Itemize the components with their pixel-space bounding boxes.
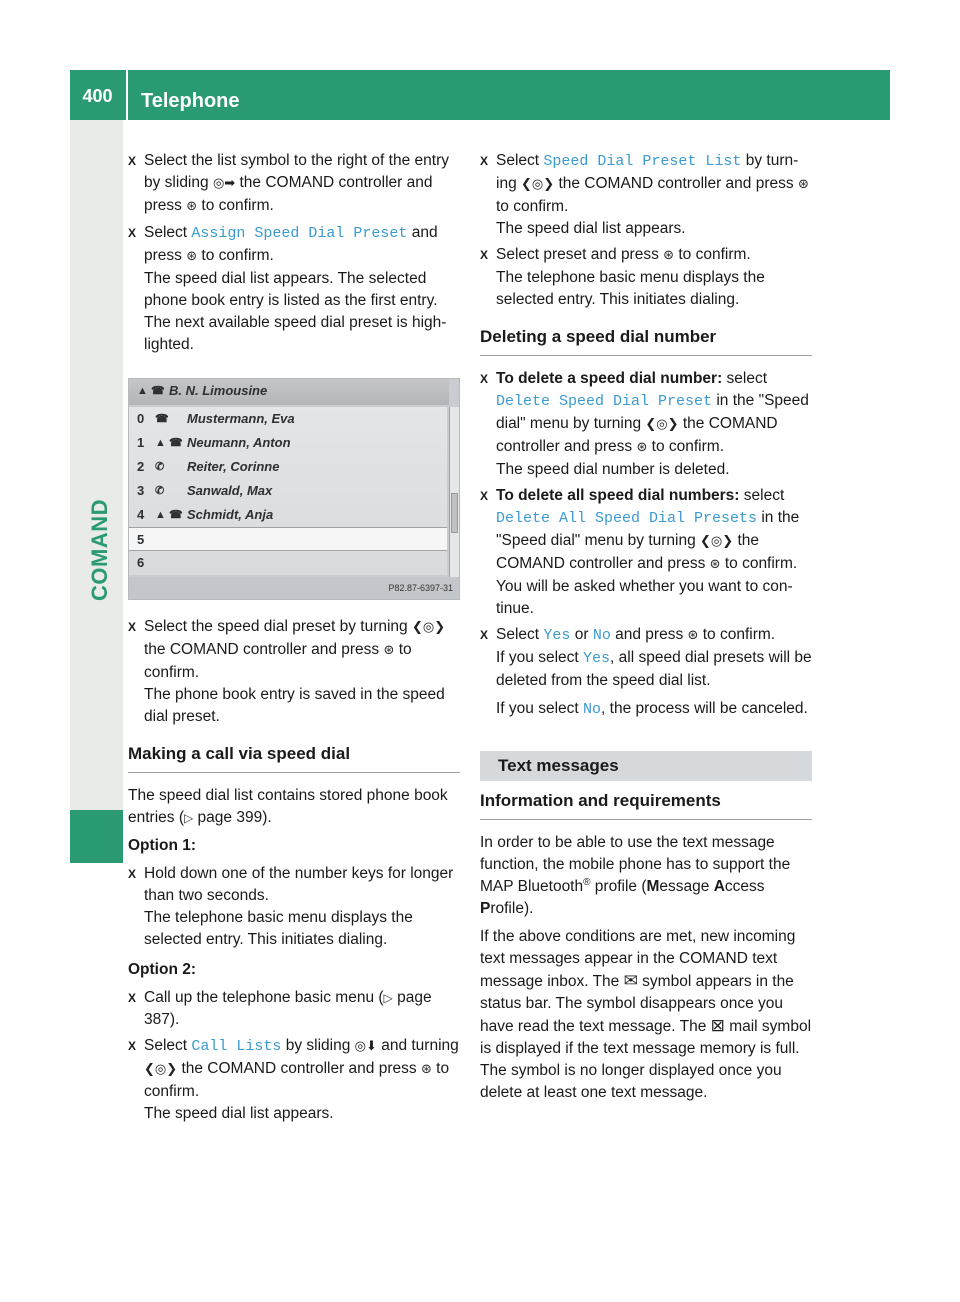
phone-icon: ☎ — [155, 413, 169, 425]
phone-book-icon: ▲ ☎ — [137, 385, 165, 397]
step-arrow-icon: X — [480, 154, 489, 168]
controller-press-icon: ⊛ — [420, 1062, 432, 1077]
list-item: 0 ☎ Mustermann, Eva — [129, 407, 447, 431]
page-ref-icon: ▷ — [383, 991, 393, 1005]
speed-dial-screen-figure — [128, 378, 460, 600]
step-arrow-icon: X — [128, 620, 137, 634]
controller-turn-icon: ❮◎❯ — [144, 1062, 178, 1077]
step-arrow-icon: X — [128, 154, 137, 168]
step-arrow-icon: X — [128, 226, 137, 240]
heading-text-messages: Text messages — [480, 751, 812, 781]
page-title: Telephone — [141, 90, 240, 112]
controller-turn-icon: ❮◎❯ — [521, 177, 555, 192]
paragraph-requirements: In order to be able to use the text message function, the mobile phone has to support the MAP Bluetooth® profile (Message Access Profile). — [480, 834, 791, 917]
controller-turn-icon: ❮◎❯ — [645, 417, 679, 432]
envelope-icon: ✉ — [623, 971, 638, 991]
step-select-list-symbol: X Select the list symbol to the right of the entry by sliding ◎➡ the COMAND controller and press ⊛ to confirm. — [128, 152, 449, 214]
right-column — [480, 150, 812, 1110]
step-delete-all: X To delete all speed dial numbers: select Delete All Speed Dial Presets in the "Speed dial" menu by turning ❮◎❯ the COMAND controller and press ⊛ to confirm. You will be asked whether you want to continue. — [480, 487, 800, 617]
step-arrow-icon: X — [480, 489, 489, 503]
paragraph-incoming-messages: If the above conditions are met, new incoming text messages appear in the COMAND text message inbox. The ✉ symbol appears in the status bar. The symbol disappears once you have read the text message. The ⊠ mail symbol is displayed if the text message memory is full. The symbol is no longer displayed once you delete at least one text message. — [480, 928, 812, 1101]
side-tab-label: COMAND — [87, 499, 112, 601]
side-tab — [70, 120, 123, 810]
heading-information-requirements: Information and requirements — [480, 789, 812, 820]
menu-item-no: No — [592, 627, 611, 644]
step-arrow-icon: X — [128, 1039, 137, 1053]
step-select-speed-dial-list: X Select Speed Dial Preset List by turning ❮◎❯ the COMAND controller and press ⊛ to confirm. The speed dial list appears. — [480, 152, 809, 237]
step-confirm-yes-no: X Select Yes or No and press ⊛ to confirm. If you select Yes, all speed dial presets will be deleted from the speed dial list. If you select No, the process will be canceled. — [480, 626, 812, 718]
page-number: 400 — [82, 86, 113, 106]
step-arrow-icon: X — [480, 372, 489, 386]
menu-item-call-lists: Call Lists — [191, 1038, 282, 1055]
controller-press-icon: ⊛ — [383, 643, 395, 658]
list-item: 2 ✆ Reiter, Corinne — [129, 455, 447, 479]
controller-press-icon: ⊛ — [663, 248, 675, 263]
step-select-preset-dial: X Select preset and press ⊛ to confirm. The telephone basic menu displays the selected entry. This initiates dialing. — [480, 246, 765, 308]
list-item-highlighted: 5 — [129, 527, 447, 551]
phone-icon: ▲ ☎ — [155, 437, 183, 449]
paragraph-intro: The speed dial list contains stored phone book entries (▷ page 399). — [128, 787, 448, 826]
mobile-icon: ✆ — [155, 461, 165, 473]
scroll-thumb — [451, 493, 458, 533]
left-column — [128, 150, 460, 1129]
menu-item-no: No — [583, 701, 602, 718]
page-ref-icon: ▷ — [184, 811, 194, 825]
controller-slide-down-icon: ◎⬇ — [354, 1039, 377, 1054]
menu-item-yes: Yes — [583, 650, 611, 667]
step-call-up-menu: X Call up the telephone basic menu (▷ page 387). — [128, 989, 432, 1028]
list-item: 6 — [137, 555, 145, 570]
option-1-label: Option 1: — [128, 837, 197, 854]
menu-item-delete-speed-dial-preset: Delete Speed Dial Preset — [496, 393, 713, 410]
menu-item-assign-speed-dial-preset: Assign Speed Dial Preset — [191, 225, 408, 242]
step-arrow-icon: X — [480, 628, 489, 642]
list-item: 4 ▲ ☎ Schmidt, Anja — [129, 503, 447, 527]
step-arrow-icon: X — [128, 991, 137, 1005]
menu-item-speed-dial-preset-list: Speed Dial Preset List — [543, 153, 742, 170]
controller-press-icon: ⊛ — [797, 177, 809, 192]
step-arrow-icon: X — [480, 248, 489, 262]
mail-full-icon: ⊠ — [710, 1016, 725, 1036]
controller-press-icon: ⊛ — [186, 199, 198, 214]
heading-deleting: Deleting a speed dial number — [480, 325, 812, 356]
phone-icon: ▲ ☎ — [155, 509, 183, 521]
controller-press-icon: ⊛ — [636, 440, 648, 455]
step-assign-speed-dial: X Select Assign Speed Dial Preset and press ⊛ to confirm. The speed dial list appears. The selected phone book entry is listed as the first entry. The next available speed dial preset is highlighted. — [128, 224, 447, 353]
controller-press-icon: ⊛ — [186, 249, 198, 264]
step-select-preset: X Select the speed dial preset by turning ❮◎❯ the COMAND controller and press ⊛ to confirm. The phone book entry is saved in the speed dial preset. — [128, 618, 446, 725]
list-item: 3 ✆ Sanwald, Max — [129, 479, 447, 503]
figure-code: P82.87-6397-31 — [388, 583, 453, 593]
side-tab-marker — [70, 810, 123, 863]
step-arrow-icon: X — [128, 867, 137, 881]
controller-press-icon: ⊛ — [687, 628, 699, 643]
menu-item-delete-all-speed-dial-presets: Delete All Speed Dial Presets — [496, 510, 758, 527]
step-select-call-lists: X Select Call Lists by sliding ◎⬇ and turning ❮◎❯ the COMAND controller and press ⊛ to confirm. The speed dial list appears. — [128, 1037, 459, 1122]
menu-item-yes: Yes — [543, 627, 571, 644]
screen-title-row — [129, 379, 449, 405]
controller-press-icon: ⊛ — [709, 557, 721, 572]
screen-scrollbar — [449, 407, 459, 577]
screen-title-name: B. N. Limousine — [169, 383, 268, 398]
list-item: 1 ▲ ☎ Neumann, Anton — [129, 431, 447, 455]
option-2-label: Option 2: — [128, 961, 197, 978]
header-divider — [126, 70, 128, 120]
controller-turn-icon: ❮◎❯ — [411, 620, 446, 635]
controller-turn-icon: ❮◎❯ — [700, 534, 734, 549]
step-hold-number-key: X Hold down one of the number keys for longer than two seconds. The telephone basic menu displays the selected entry. This initiates dialing. — [128, 865, 454, 948]
step-delete-one: X To delete a speed dial number: select Delete Speed Dial Preset in the "Speed dial" menu by turning ❮◎❯ the COMAND controller and press ⊛ to confirm. The speed dial number is deleted. — [480, 370, 809, 478]
controller-slide-right-icon: ◎➡ — [212, 176, 236, 191]
heading-making-call: Making a call via speed dial — [128, 742, 460, 773]
mobile-icon: ✆ — [155, 485, 165, 497]
